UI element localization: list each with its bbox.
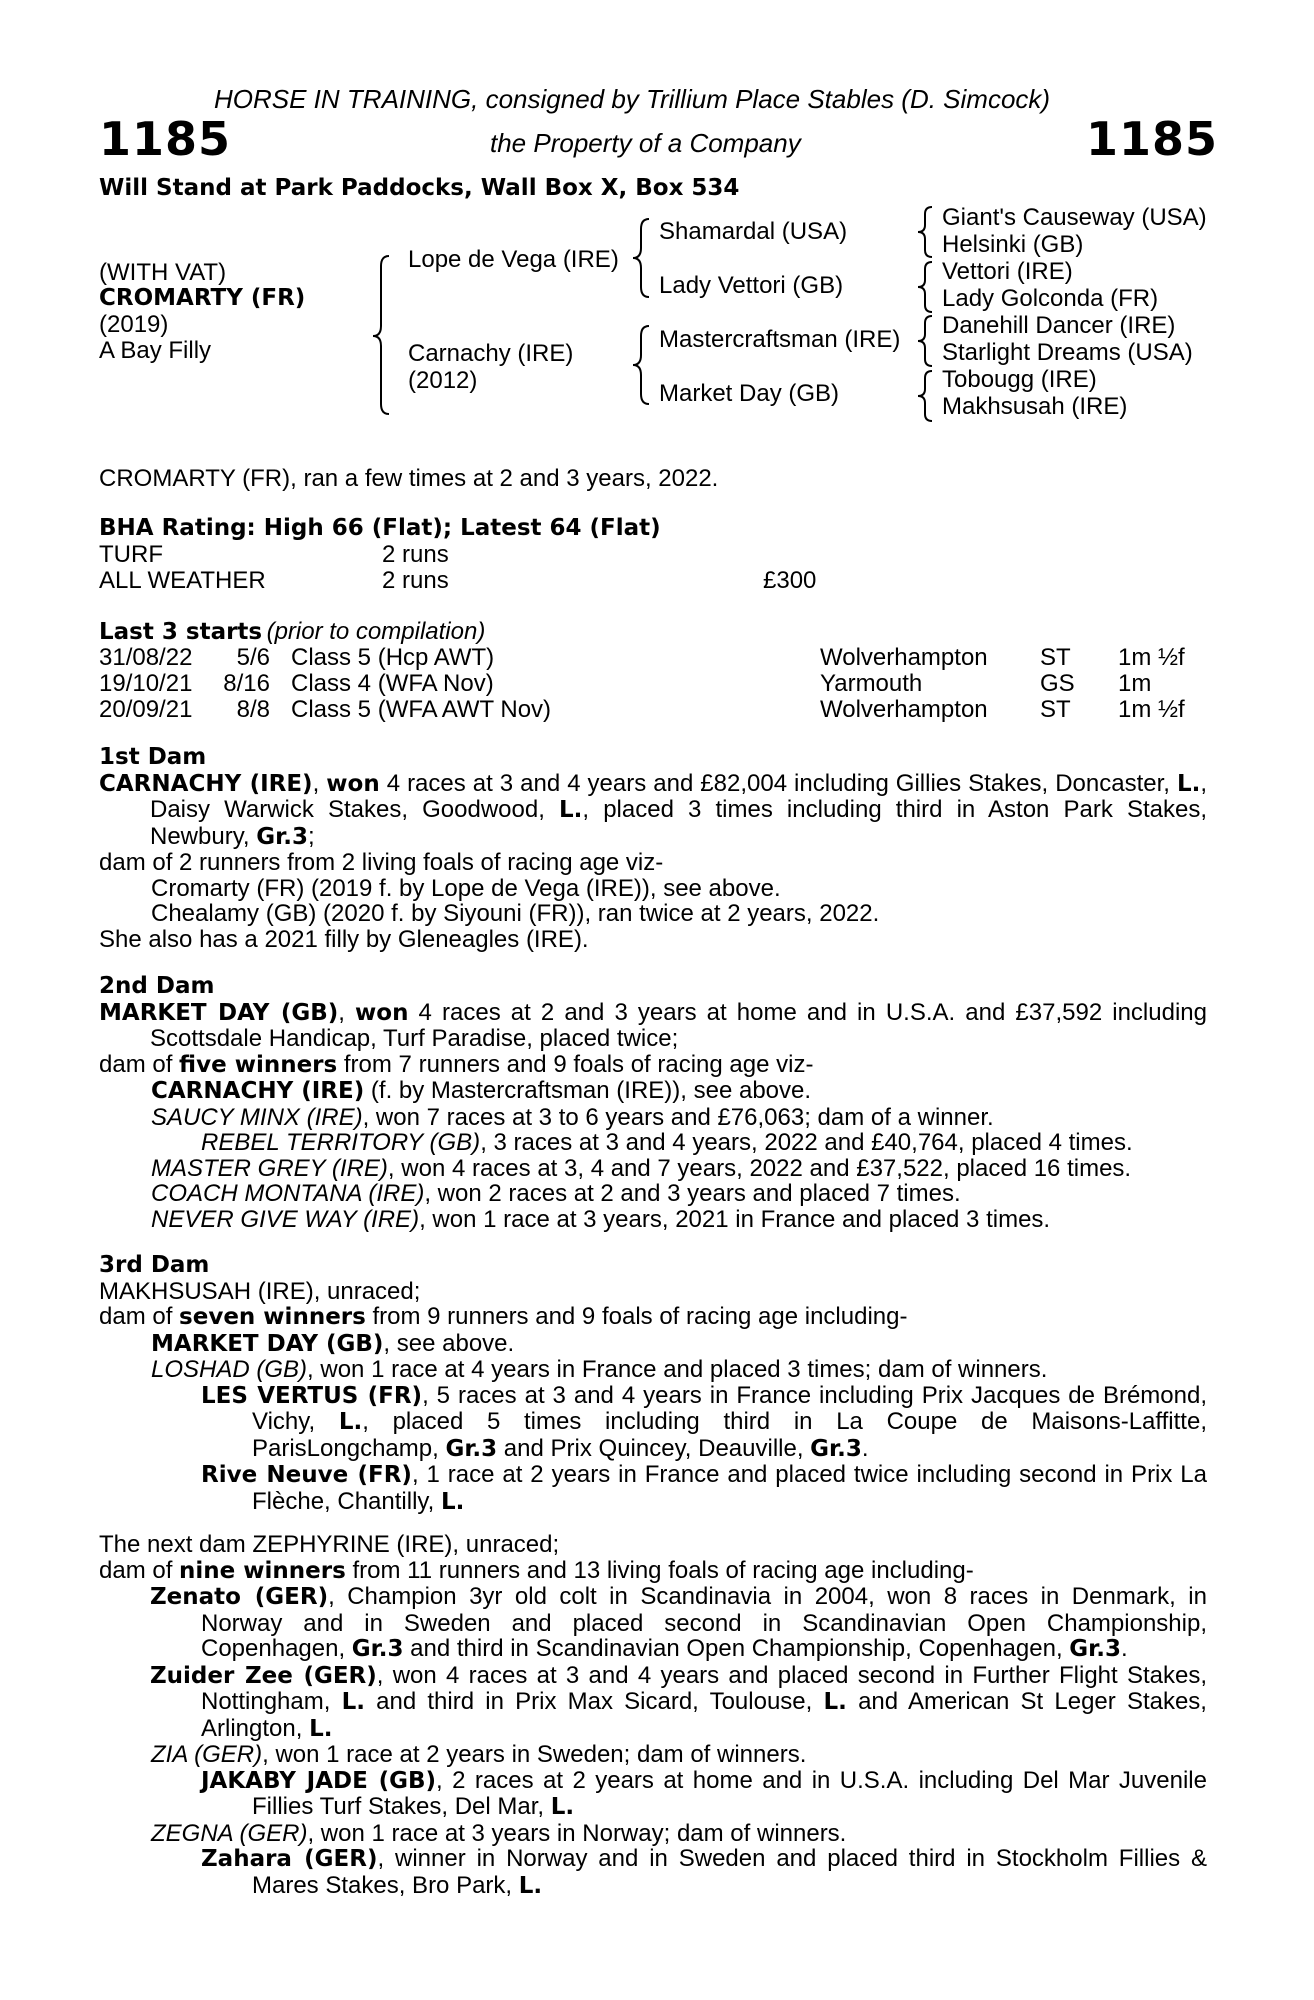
record-text: dam of <box>99 1303 180 1330</box>
rating-surface-turf: TURF <box>99 541 163 568</box>
last-starts-title: Last 3 starts <box>99 619 263 645</box>
start-race: Class 4 (WFA Nov) <box>291 670 494 697</box>
record-text: , won 4 races at 3, 4 and 7 years, 2022 and £37,522, placed 16 times. <box>387 1154 1132 1182</box>
pedigree-g5: Danehill Dancer (IRE) <box>942 312 1176 339</box>
listed-marker: L. <box>559 797 583 823</box>
record-text: dam of <box>99 1556 180 1584</box>
produce-item <box>99 1156 1207 1182</box>
rating-prize-aw: £300 <box>763 567 817 594</box>
produce-name: Zenato (GER) <box>150 1584 329 1610</box>
listed-marker: L. <box>440 1488 465 1515</box>
second-dam-section <box>99 974 1207 1232</box>
start-position: 5/6 <box>236 644 270 671</box>
produce-item <box>99 1105 1207 1131</box>
record-text: and American St Leger Stakes, Arlington, <box>201 1688 1207 1742</box>
start-position: 8/16 <box>223 670 270 697</box>
second-dam-heading: 2nd Dam <box>99 973 215 999</box>
horse-name: CROMARTY (FR) <box>99 285 306 311</box>
record-text: 4 races at 2 and 3 years at home and in U.S.A. and £37,592 including Scottsdale Handicap, Turf Paradise, placed twice; <box>150 998 1207 1052</box>
pedigree-sire-sire: Shamardal (USA) <box>659 218 848 245</box>
winners-count: nine winners <box>179 1557 346 1584</box>
record-text: , won 1 race at 3 years, 2021 in France and placed 3 times. <box>419 1205 1051 1233</box>
produce-item <box>99 1821 1207 1847</box>
produce-name: LOSHAD (GB) <box>151 1356 308 1383</box>
third-dam-heading: 3rd Dam <box>99 1252 210 1278</box>
pedigree-g1: Giant's Causeway (USA) <box>942 204 1207 231</box>
listed-marker: L. <box>518 1872 543 1899</box>
produce-name: ZIA (GER) <box>151 1741 263 1768</box>
record-text: from 7 runners and 9 foals of racing age viz- <box>337 1050 814 1078</box>
record-text: , 2 races at 2 years at home and in U.S.A. including Del Mar Juvenile Fillies Turf Stakes, Del Mar, <box>252 1766 1207 1820</box>
record-text: from 9 runners and 9 foals of racing age including- <box>365 1303 908 1330</box>
record-text: , won 1 race at 2 years in Sweden; dam of winners. <box>262 1741 807 1768</box>
produce-item <box>99 1078 1207 1105</box>
first-dam-heading: 1st Dam <box>99 744 207 770</box>
produce-name: Zahara (GER) <box>201 1846 378 1872</box>
race-summary: CROMARTY (FR), ran a few times at 2 and 3 years, 2022. <box>99 465 719 492</box>
produce-item <box>99 1383 1207 1463</box>
start-race: Class 5 (WFA AWT Nov) <box>291 696 552 723</box>
listed-marker: L. <box>338 1409 363 1435</box>
winners-count: five winners <box>179 1051 338 1078</box>
third-dam-line: MAKHSUSAH (IRE), unraced; <box>99 1277 421 1305</box>
pedigree-sire: Lope de Vega (IRE) <box>408 246 619 273</box>
first-dam-record: CARNACHY (IRE), won 4 races at 3 and 4 years and £82,004 including Gillies Stakes, Doncaster, L., Daisy Warwick Stakes, Goodwood, L., placed 3 times including third in Aston Park Stakes, Newbury, Gr.3; <box>99 769 1208 850</box>
stand-line: Will Stand at Park Paddocks, Wall Box X, Box 534 <box>99 175 740 201</box>
produce-item: Chealamy (GB) (2020 f. by Siyouni (FR)), ran twice at 2 years, 2022. <box>151 900 880 927</box>
start-going: ST <box>1040 644 1071 671</box>
start-course: Wolverhampton <box>820 644 988 671</box>
start-going: GS <box>1040 670 1075 697</box>
won-label: won <box>326 770 380 797</box>
produce-name: MASTER GREY (IRE) <box>151 1154 388 1182</box>
record-text: , won 4 races at 3 and 4 years and placed second in Further Flight Stakes, Nottingham, <box>201 1661 1208 1715</box>
pedigree-g4: Lady Golconda (FR) <box>942 285 1159 312</box>
produce-name: ZEGNA (GER) <box>151 1819 308 1847</box>
rating-surface-aw: ALL WEATHER <box>99 567 266 594</box>
record-text: , placed 3 times including third in Aston Park Stakes, Newbury, <box>150 796 1208 850</box>
produce-name: CARNACHY (IRE) <box>151 1078 365 1104</box>
pedigree-dam-year: (2012) <box>408 367 478 394</box>
record-text: , Champion 3yr old colt in Scandinavia in 2004, won 8 races in Denmark, in Norway and in Sweden and placed second in Scandinavian Open Championship, Copenhagen, <box>201 1583 1207 1662</box>
record-text: , 3 races at 3 and 4 years, 2022 and £40,764, placed 4 times. <box>480 1129 1133 1156</box>
pedigree-g8: Makhsusah (IRE) <box>942 393 1128 420</box>
produce-intro <box>99 1558 1207 1585</box>
first-dam-section <box>99 745 1207 952</box>
start-date: 20/09/21 <box>99 696 193 723</box>
group-marker: Gr.3 <box>445 1435 498 1462</box>
start-course: Wolverhampton <box>820 696 988 723</box>
horse-description: A Bay Filly <box>99 337 212 364</box>
produce-item <box>99 1663 1207 1743</box>
pedigree-dam-sire: Mastercraftsman (IRE) <box>659 326 901 353</box>
produce-name: MARKET DAY (GB) <box>151 1330 384 1357</box>
next-dam-line: The next dam ZEPHYRINE (IRE), unraced; <box>99 1531 560 1558</box>
won-label: won <box>355 999 409 1026</box>
produce-name: Rive Neuve (FR) <box>201 1462 412 1488</box>
listed-marker: L. <box>309 1715 333 1742</box>
record-text: , 1 race at 2 years in France and placed twice including second in Prix La Flèche, Chantilly, <box>252 1461 1207 1515</box>
start-row <box>0 645 1314 671</box>
record-text: , placed 5 times including third in La Coupe de Maisons-Laffitte, ParisLongchamp, <box>252 1408 1207 1462</box>
pedigree-dam: Carnachy (IRE) <box>408 340 574 367</box>
group-marker: Gr.3 <box>1069 1636 1121 1662</box>
record-text: , won 1 race at 4 years in France and placed 3 times; dam of winners. <box>307 1356 1048 1383</box>
pedigree-g3: Vettori (IRE) <box>942 258 1073 285</box>
lot-number-left: 1185 <box>99 112 232 166</box>
produce-item <box>99 1331 1207 1358</box>
produce-intro <box>99 1052 1207 1079</box>
record-text: . <box>861 1434 869 1462</box>
listed-marker: L. <box>823 1689 847 1715</box>
record-text: , see above. <box>383 1329 515 1357</box>
lot-number-right: 1185 <box>1086 112 1219 166</box>
produce-item <box>99 1357 1207 1383</box>
listed-marker: L. <box>341 1689 365 1715</box>
start-distance: 1m ½f <box>1118 696 1185 723</box>
group-marker: Gr.3 <box>810 1435 862 1462</box>
listed-marker: L. <box>1176 770 1201 797</box>
last-starts-heading <box>99 619 485 646</box>
group-marker: Gr.3 <box>256 823 308 850</box>
pedigree-dam-dam: Market Day (GB) <box>659 380 840 407</box>
pedigree-g7: Tobougg (IRE) <box>942 366 1097 393</box>
horse-year: (2019) <box>99 311 169 338</box>
start-date: 19/10/21 <box>99 670 193 697</box>
last-starts-note: (prior to compilation) <box>266 618 486 645</box>
produce-item <box>99 1584 1207 1663</box>
produce-name: NEVER GIVE WAY (IRE) <box>151 1205 420 1233</box>
winners-count: seven winners <box>179 1304 366 1330</box>
record-text: ; <box>307 822 315 850</box>
listed-marker: L. <box>550 1794 575 1820</box>
next-dam-section <box>99 1532 1207 1899</box>
record-text: , 5 races at 3 and 4 years in France including Prix Jacques de Brémond, Vichy, <box>252 1381 1207 1435</box>
record-text: dam of <box>99 1050 180 1078</box>
start-going: ST <box>1040 696 1071 723</box>
vat-label: (WITH VAT) <box>99 259 227 286</box>
record-text: and Prix Quincey, Deauville, <box>497 1434 811 1462</box>
consignor-line: HORSE IN TRAINING, consigned by Trillium Place Stables (D. Simcock) <box>214 84 1051 114</box>
produce-intro <box>99 1304 1207 1331</box>
start-position: 8/8 <box>236 696 270 723</box>
record-text: (f. by Mastercraftsman (IRE)), see above. <box>364 1077 812 1104</box>
record-text: , won 7 races at 3 to 6 years and £76,063; dam of a winner. <box>362 1103 994 1131</box>
property-line: the Property of a Company <box>490 128 801 158</box>
produce-item <box>99 1462 1207 1515</box>
start-date: 31/08/22 <box>99 644 193 671</box>
produce-name: LES VERTUS (FR) <box>201 1382 423 1409</box>
first-dam-name: CARNACHY (IRE) <box>99 770 313 797</box>
pedigree-g6: Starlight Dreams (USA) <box>942 339 1193 366</box>
second-dam-name: MARKET DAY (GB) <box>99 999 339 1026</box>
pedigree-sire-dam: Lady Vettori (GB) <box>659 272 844 299</box>
start-row <box>0 697 1314 723</box>
record-text: , Daisy Warwick Stakes, Goodwood, <box>150 769 1208 823</box>
record-text: and third in Prix Max Sicard, Toulouse, <box>364 1688 824 1715</box>
produce-name: COACH MONTANA (IRE) <box>151 1180 425 1207</box>
produce-name: Zuider Zee (GER) <box>150 1662 377 1689</box>
bha-rating-title: BHA Rating: High 66 (Flat); Latest 64 (Flat) <box>99 515 661 541</box>
record-text: 4 races at 3 and 4 years and £82,004 including Gillies Stakes, Doncaster, <box>379 769 1177 797</box>
produce-item <box>99 1130 1207 1156</box>
produce-item: Cromarty (FR) (2019 f. by Lope de Vega (IRE)), see above. <box>151 874 781 902</box>
second-dam-record: MARKET DAY (GB), won 4 races at 2 and 3 years at home and in U.S.A. and £37,592 including Scottsdale Handicap, Turf Paradise, placed twice; <box>99 998 1207 1052</box>
start-race: Class 5 (Hcp AWT) <box>291 644 495 671</box>
rating-runs-turf: 2 runs <box>382 541 449 568</box>
record-text: , won 1 race at 3 years in Norway; dam of winners. <box>307 1819 847 1847</box>
also-note: She also has a 2021 filly by Gleneagles (IRE). <box>99 925 589 953</box>
produce-intro: dam of 2 runners from 2 living foals of racing age viz- <box>99 849 664 876</box>
produce-name: REBEL TERRITORY (GB) <box>201 1129 481 1156</box>
produce-item <box>99 1181 1207 1207</box>
record-text: and third in Scandinavian Open Championship, Copenhagen, <box>403 1635 1070 1662</box>
produce-item <box>99 1742 1207 1768</box>
produce-name: SAUCY MINX (IRE) <box>151 1103 363 1131</box>
record-text: , won 2 races at 2 and 3 years and placed 7 times. <box>424 1180 961 1207</box>
start-course: Yarmouth <box>820 670 923 697</box>
record-text: from 11 runners and 13 living foals of racing age including- <box>345 1556 974 1584</box>
record-text: . <box>1120 1635 1128 1662</box>
produce-name: JAKABY JADE (GB) <box>201 1767 437 1794</box>
produce-item <box>99 1768 1207 1821</box>
start-distance: 1m <box>1118 670 1152 697</box>
group-marker: Gr.3 <box>351 1636 404 1662</box>
record-text: , winner in Norway and in Sweden and placed third in Stockholm Fillies & Mares Stakes, Bro Park, <box>252 1845 1207 1899</box>
produce-item <box>99 1207 1207 1233</box>
third-dam-section <box>99 1253 1207 1515</box>
pedigree-g2: Helsinki (GB) <box>942 231 1084 258</box>
start-distance: 1m ½f <box>1118 644 1185 671</box>
start-row <box>0 671 1314 697</box>
produce-item <box>99 1846 1207 1899</box>
rating-runs-aw: 2 runs <box>382 567 449 594</box>
